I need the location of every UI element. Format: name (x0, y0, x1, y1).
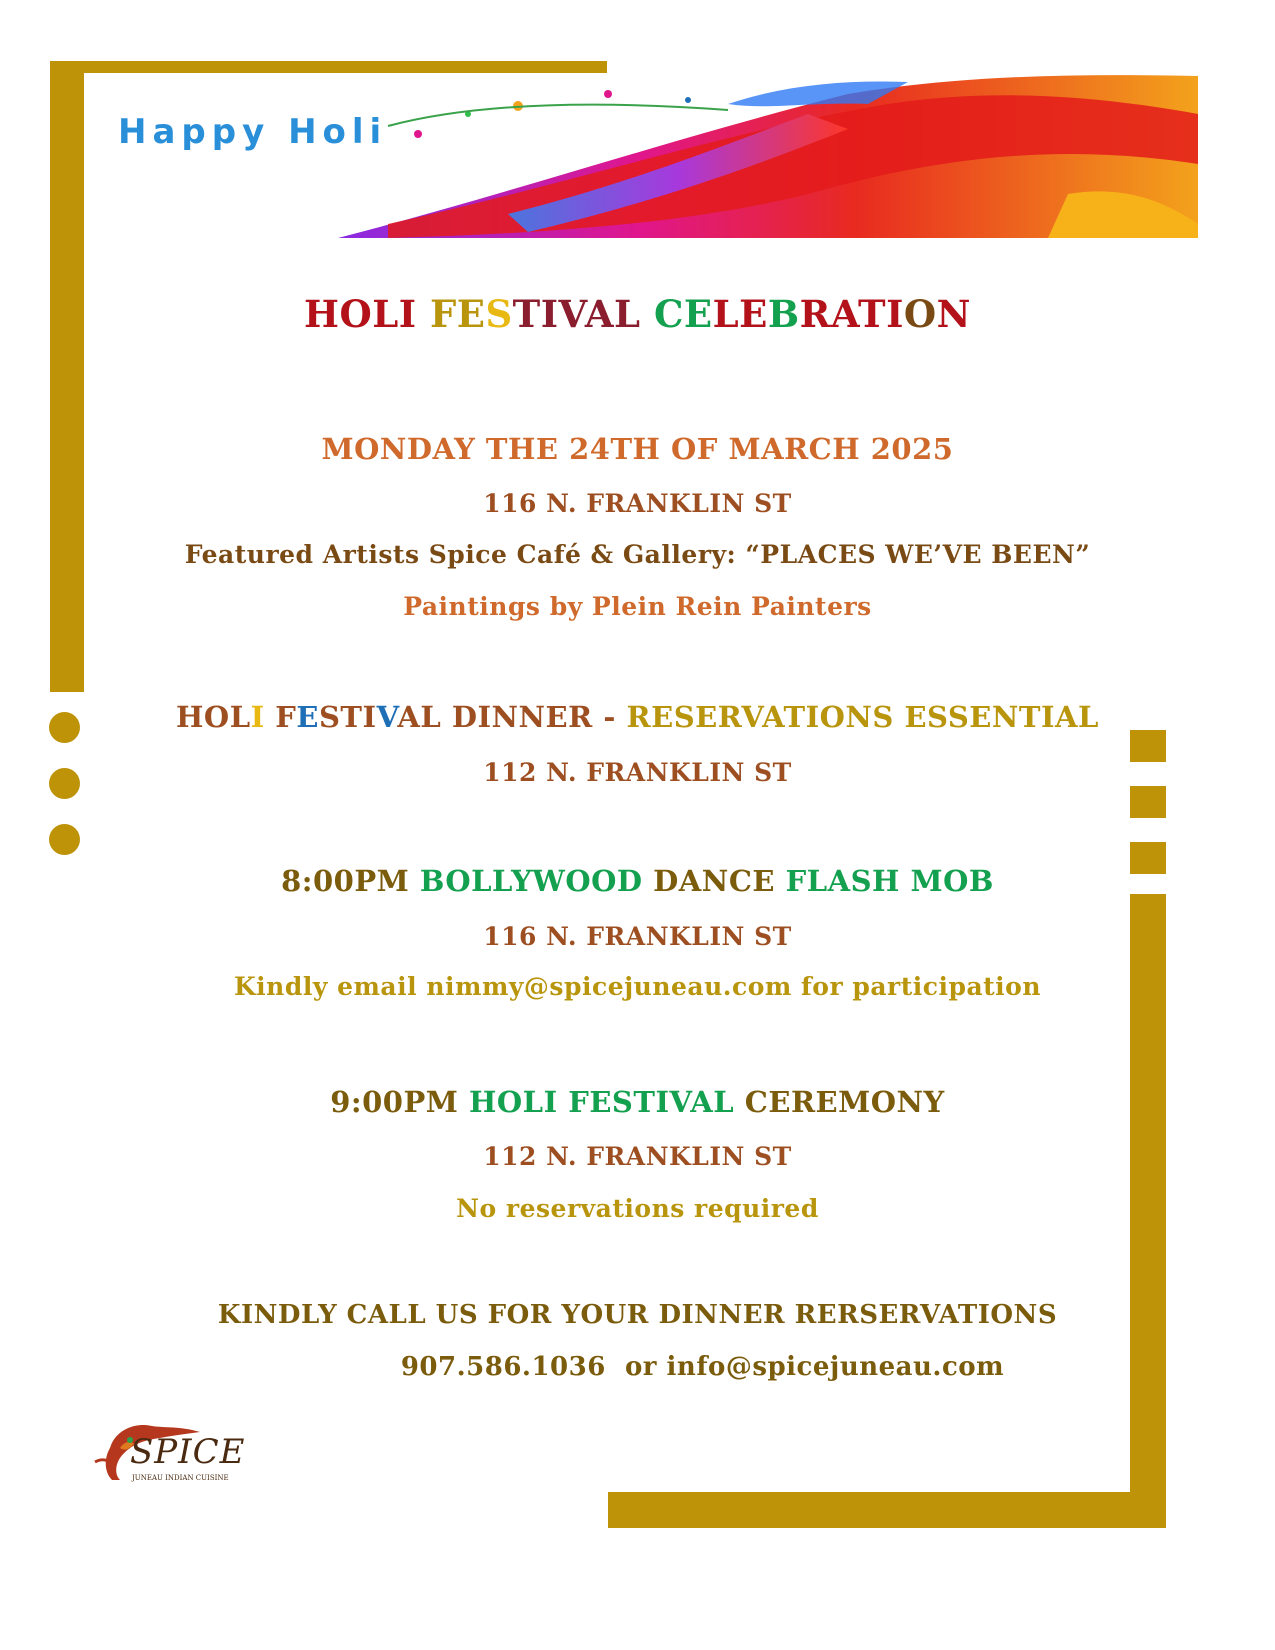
ceremony-time: 9:00PM (330, 1085, 459, 1119)
title-word-festival: FESTIVAL (429, 292, 641, 336)
contact-email: info@spicejuneau.com (666, 1352, 1005, 1382)
ceremony-word-holi-festival: HOLI FESTIVAL (469, 1085, 735, 1119)
dinner-heading-b: RESERVATIONS ESSENTIAL (626, 700, 1099, 734)
flash-mob-word-dance: DANCE (653, 864, 775, 898)
title-word-celebration: CELEBRATION (653, 292, 971, 336)
contact-details (0, 1352, 1275, 1382)
flash-mob-word-bollywood: BOLLYWOOD (419, 864, 643, 898)
art-address: 116 N. FRANKLIN ST (483, 489, 792, 518)
dinner-address: 112 N. FRANKLIN ST (483, 758, 792, 787)
contact-or: or (624, 1352, 657, 1382)
flash-mob-word-flashmob: FLASH MOB (785, 864, 994, 898)
ceremony-heading (0, 1085, 1275, 1119)
featured-artists: Featured Artists Spice Café & Gallery: “PLACES WE’VE BEEN” (184, 540, 1091, 569)
spice-logo-tagline: JUNEAU INDIAN CUISINE (132, 1474, 229, 1482)
flash-mob-address: 116 N. FRANKLIN ST (483, 922, 792, 951)
frame-top-bar (50, 61, 607, 73)
flash-mob-note: Kindly email nimmy@spicejuneau.com for participation (233, 972, 1042, 1001)
flash-mob-heading (0, 864, 1275, 898)
ceremony-address: 112 N. FRANKLIN ST (483, 1142, 792, 1171)
frame-square-2 (1130, 786, 1166, 818)
event-date: MONDAY THE 24TH OF MARCH 2025 (321, 432, 954, 466)
paintings-credit: Paintings by Plein Rein Painters (403, 592, 872, 621)
frame-bottom-bar (608, 1492, 1166, 1528)
dinner-separator: - (603, 700, 616, 734)
color-splash-graphic (88, 74, 1198, 238)
title-word-holi: HOLI (304, 292, 417, 336)
dinner-heading-a: HOLI FESTIVAL DINNER (176, 700, 593, 734)
ceremony-note: No reservations required (456, 1194, 819, 1223)
frame-dot-3 (49, 824, 80, 855)
spice-logo (90, 1418, 246, 1488)
happy-holi-logo-text: Happy Holi (118, 112, 388, 152)
ceremony-word-ceremony: CEREMONY (744, 1085, 945, 1119)
flash-mob-time: 8:00PM (281, 864, 410, 898)
spice-logo-text: SPICE (130, 1432, 246, 1472)
contact-line: KINDLY CALL US FOR YOUR DINNER RERSERVATIONS (217, 1300, 1058, 1330)
contact-phone: 907.586.1036 (400, 1352, 606, 1382)
page-title (0, 292, 1275, 336)
happy-holi-banner (88, 74, 1198, 238)
dinner-heading (0, 700, 1275, 734)
